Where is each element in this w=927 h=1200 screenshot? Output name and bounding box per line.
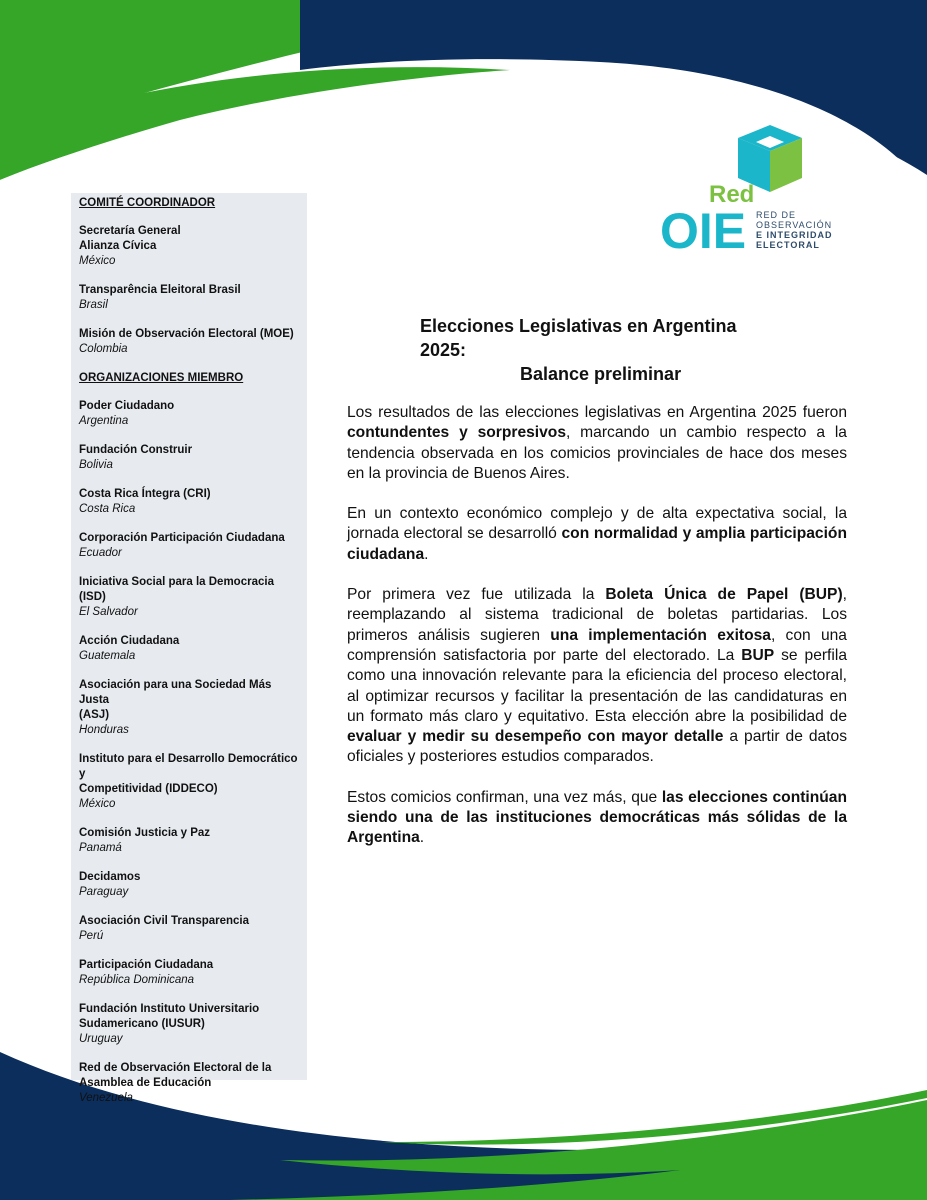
text-run: Por primera vez fue utilizada la [347,586,606,604]
logo-tagline-4: ELECTORAL [756,240,820,250]
title-line-1: Elecciones Legislativas en Argentina 2025: [420,316,737,360]
org-name: Poder Ciudadano [79,400,175,412]
org-country: Paraguay [79,886,129,898]
org-name-line2: Alianza Cívica [79,240,157,252]
org-name: Corporación Participación Ciudadana [79,532,285,544]
title-line-2: Balance preliminar [520,364,682,384]
org-name-line2: Competitividad (IDDECO) [79,783,218,795]
org-country: Costa Rica [79,503,136,515]
member-item [79,1002,299,1047]
bold-run: evaluar y medir su desempeño con mayor detalle [347,728,724,746]
text-run: Estos comicios confirman, una vez más, que [347,788,662,806]
org-name: Asociación Civil Transparencia [79,915,250,927]
text-run: a partir de datos oficiales y posteriores estudios comparados. [347,728,847,766]
committee-item [79,224,299,269]
org-name: Comisión Justicia y Paz [79,827,211,839]
member-item [79,531,299,561]
org-name: Instituto para el Desarrollo Democrático y [79,753,298,780]
text-run: , marcando un cambio respecto a la tendencia observada en los comicios provinciales de hace dos meses en la provincia de Buenos Aires. [347,424,847,482]
member-item [79,443,299,473]
bold-run: las elecciones continúan siendo una de las instituciones democráticas más sólidas de la Argentina [347,788,847,847]
org-country: Colombia [79,343,128,355]
org-country: Uruguay [79,1033,123,1045]
org-country: Perú [79,930,104,942]
org-name: Iniciativa Social para la Democracia (ISD) [79,576,274,603]
org-country: Bolivia [79,459,113,471]
org-country: Venezuela [79,1092,133,1104]
bold-run: Boleta Única de Papel (BUP) [605,586,843,604]
organizations-sidebar [71,193,307,1104]
org-country: El Salvador [79,606,138,618]
member-item [79,678,299,738]
committee-item [79,283,299,313]
org-name: Costa Rica Íntegra (CRI) [79,488,211,500]
org-country: Guatemala [79,650,136,662]
org-name: Decidamos [79,871,141,883]
bold-run: una implementación exitosa [550,626,771,644]
member-item [79,575,299,620]
text-run: . [419,829,425,847]
committee-item [79,327,299,357]
org-country: Argentina [79,415,129,427]
member-item [79,634,299,664]
paragraph-1 [347,403,847,484]
org-name-line2: Sudamericano (IUSUR) [79,1018,205,1030]
logo-graphic [660,120,840,260]
paragraph-2 [347,504,847,565]
logo-tagline-1: RED DE [756,210,797,220]
member-item [79,399,299,429]
member-item [79,487,299,517]
member-item [79,752,299,812]
text-run: Los resultados de las elecciones legislativas en Argentina 2025 fueron [347,404,847,421]
member-item [79,1061,299,1106]
document-body [347,403,847,869]
org-country: Brasil [79,299,108,311]
org-country: México [79,255,116,267]
paragraph-3 [347,585,847,768]
org-name: Asociación para una Sociedad Más Justa [79,679,272,706]
org-name: Misión de Observación Electoral (MOE) [79,328,294,340]
red-oie-logo [660,120,840,260]
text-run: se perfila como una innovación relevante para la eficiencia del proceso electoral, al optimizar recursos y facilitar la presentación de las candidaturas en un formato más claro y equitativo. Esta elección abre la posibilidad de [347,646,847,725]
org-country: Ecuador [79,547,122,559]
bold-run: con normalidad y amplia participación ciudadana [347,525,847,563]
document-title [410,314,780,386]
text-run: . [424,545,429,563]
org-name: Red de Observación Electoral de la [79,1062,272,1074]
org-name-line2: Asamblea de Educación [79,1077,212,1089]
logo-oie-text: OIE [660,203,747,259]
bold-run: contundentes y sorpresivos [347,424,566,442]
text-run: En un contexto económico complejo y de alta expectativa social, la jornada electoral se desarrolló [347,505,847,543]
member-item [79,826,299,856]
bold-run: BUP [741,646,775,664]
logo-tagline-2: OBSERVACIÓN [756,220,833,230]
logo-red-text: Red [709,181,755,208]
members-heading: ORGANIZACIONES MIEMBRO [79,372,244,384]
org-name: Acción Ciudadana [79,635,180,647]
org-name: Fundación Construir [79,444,193,456]
org-name: Fundación Instituto Universitario [79,1003,260,1015]
org-name: Secretaría General [79,225,181,237]
org-country: República Dominicana [79,974,195,986]
paragraph-4 [347,788,847,849]
org-country: México [79,798,116,810]
member-item [79,958,299,988]
member-item [79,914,299,944]
org-name: Participación Ciudadana [79,959,214,971]
text-run: , con una comprensión satisfactoria por parte del electorado. La [347,626,847,664]
member-item [79,870,299,900]
org-country: Panamá [79,842,122,854]
org-name: Transparência Eleitoral Brasil [79,284,241,296]
committee-heading: COMITÉ COORDINADOR [79,197,216,209]
org-name-line2: (ASJ) [79,709,110,721]
logo-tagline-3: E INTEGRIDAD [756,230,833,240]
org-country: Honduras [79,724,129,736]
text-run: , reemplazando al sistema tradicional de boletas partidarias. Los primeros análisis sugieren [347,586,847,644]
